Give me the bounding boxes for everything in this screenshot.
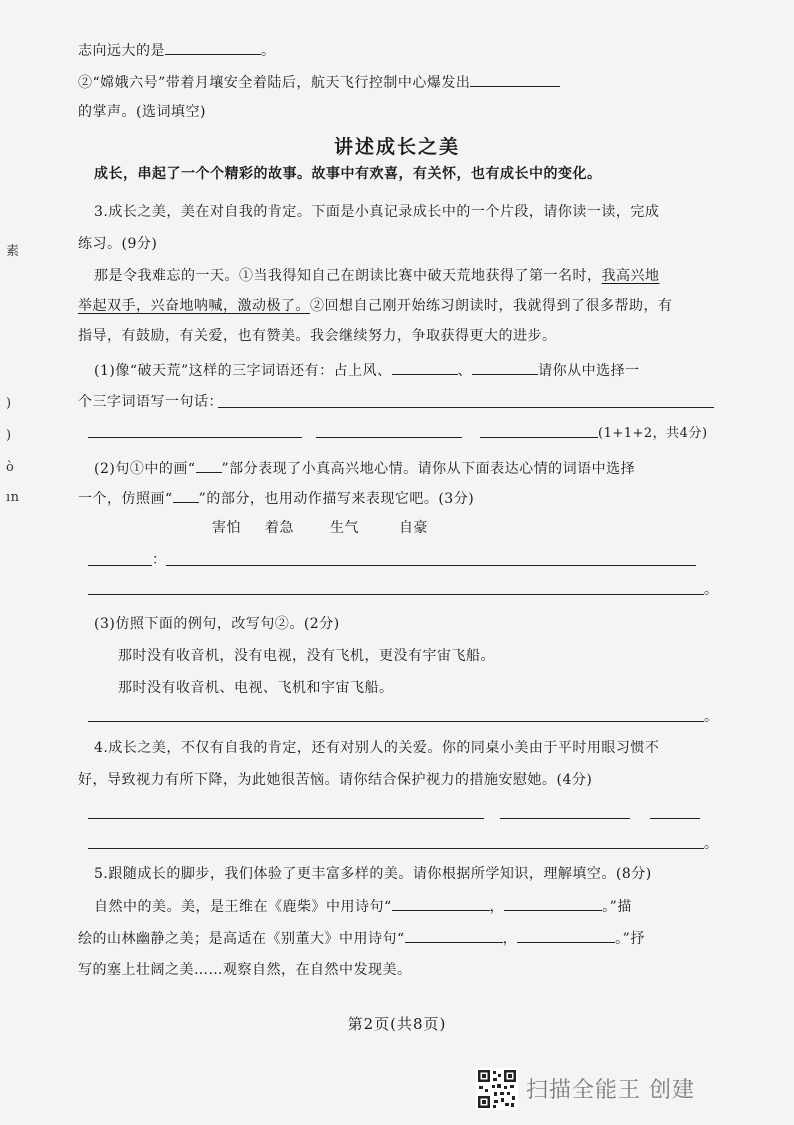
underlined-sentence: 我高兴地 — [601, 268, 660, 284]
answer-blank[interactable] — [165, 40, 261, 55]
q4-stem-cont: 好，导致视力有所下降，为此她很苦恼。请你结合保护视力的措施安慰她。(4分) — [78, 772, 593, 788]
q3-passage: 举起双手，兴奋地呐喊，激动极了。②回想自己刚开始练习朗读时，我就得到了很多帮助，有 — [78, 298, 673, 314]
section-title: 讲述成长之美 — [333, 136, 460, 158]
margin-mark: ) — [6, 428, 12, 443]
end-period: 。 — [704, 836, 719, 852]
blank-mark — [196, 458, 222, 473]
q3-passage: 那是令我难忘的一天。①当我得知自己在朗读比赛中破天荒地获得了第一名时，我高兴地 — [94, 268, 660, 284]
answer-blank[interactable] — [405, 928, 503, 943]
underlined-sentence: 举起双手，兴奋地呐喊，激动极了。 — [78, 298, 310, 314]
writing-line[interactable] — [218, 407, 714, 408]
q3-sub3: (3)仿照下面的例句，改写句②。(2分) — [94, 616, 340, 632]
margin-mark: 素 — [6, 244, 20, 259]
q3-sub2-cont: 一个，仿照画“ ”的部分，也用动作描写来表现它吧。(3分) — [78, 488, 474, 509]
qr-code-icon — [476, 1068, 518, 1110]
writing-line[interactable] — [650, 818, 700, 819]
writing-line[interactable] — [88, 721, 704, 722]
q3-sub1-score: (1+1+2，共4分) — [598, 426, 708, 441]
answer-blank[interactable] — [392, 896, 490, 911]
margin-mark: ın — [6, 490, 20, 505]
q5-line: 绘的山林幽静之美；是高适在《别董大》中用诗句“ ， 。”抒 — [78, 928, 645, 949]
q3-sub2: (2)句①中的画“ ”部分表现了小真高兴地心情。请你从下面表达心情的词语中选择 — [94, 458, 635, 479]
q4-stem: 4.成长之美，不仅有自我的肯定，还有对别人的关爱。你的同桌小美由于平时用眼习惯不 — [94, 740, 660, 756]
q3-sub1-cont: 个三字词语写一句话： — [78, 394, 223, 410]
writing-line[interactable] — [88, 565, 152, 566]
writing-line[interactable] — [500, 818, 630, 819]
blank-mark — [173, 488, 199, 503]
writing-line[interactable] — [88, 848, 704, 849]
q3-stem-cont: 练习。(9分) — [78, 236, 158, 252]
writing-line[interactable] — [480, 437, 598, 438]
answer-blank[interactable] — [472, 360, 538, 375]
top-line-2: ②“嫦娥六号”带着月壤安全着陆后，航天飞行控制中心爆发出 — [78, 72, 560, 93]
q5-line: 自然中的美。美，是王维在《鹿柴》中用诗句“ ， 。”描 — [94, 896, 632, 917]
example-sentence-2: 那时没有收音机、电视、飞机和宇宙飞船。 — [118, 680, 394, 696]
colon: ： — [152, 552, 167, 568]
emotion-word: 害怕 — [212, 520, 241, 536]
answer-blank[interactable] — [392, 360, 458, 375]
writing-line[interactable] — [88, 594, 704, 595]
end-period: 。 — [704, 709, 719, 725]
writing-line[interactable] — [166, 565, 696, 566]
writing-line[interactable] — [88, 818, 484, 819]
q5-line: 写的塞上壮阔之美……观察自然，在自然中发现美。 — [78, 962, 412, 978]
emotion-word: 自豪 — [399, 520, 428, 536]
answer-blank[interactable] — [504, 896, 602, 911]
top-line-1: 志向远大的是 。 — [78, 40, 276, 61]
section-intro: 成长，串起了一个个精彩的故事。故事中有欢喜，有关怀，也有成长中的变化。 — [94, 166, 602, 182]
margin-mark: ò — [6, 460, 15, 475]
q3-stem: 3.成长之美，美在对自我的肯定。下面是小真记录成长中的一个片段，请你读一读，完成 — [94, 204, 660, 220]
example-sentence-1: 那时没有收音机，没有电视，没有飞机，更没有宇宙飞船。 — [118, 648, 495, 664]
q5-stem: 5.跟随成长的脚步，我们体验了更丰富多样的美。请你根据所学知识，理解填空。(8分) — [94, 866, 652, 882]
answer-blank[interactable] — [517, 928, 615, 943]
margin-mark: ) — [6, 396, 12, 411]
writing-line[interactable] — [316, 437, 462, 438]
end-period: 。 — [704, 582, 719, 598]
page-number: 第2页(共8页) — [347, 1015, 447, 1033]
q3-sub1: (1)像“破天荒”这样的三字词语还有：占上风、 、 请你从中选择一 — [94, 360, 640, 381]
top-line-3: 的掌声。(选词填空) — [78, 104, 206, 120]
answer-blank[interactable] — [470, 72, 560, 87]
writing-line[interactable] — [88, 437, 302, 438]
emotion-words — [212, 518, 428, 538]
q3-passage: 指导，有鼓励，有关爱，也有赞美。我会继续努力，争取获得更大的进步。 — [78, 328, 557, 344]
scanner-watermark: 扫描全能王 创建 — [526, 1078, 695, 1103]
emotion-word: 生气 — [330, 520, 359, 536]
emotion-word: 着急 — [265, 520, 294, 536]
